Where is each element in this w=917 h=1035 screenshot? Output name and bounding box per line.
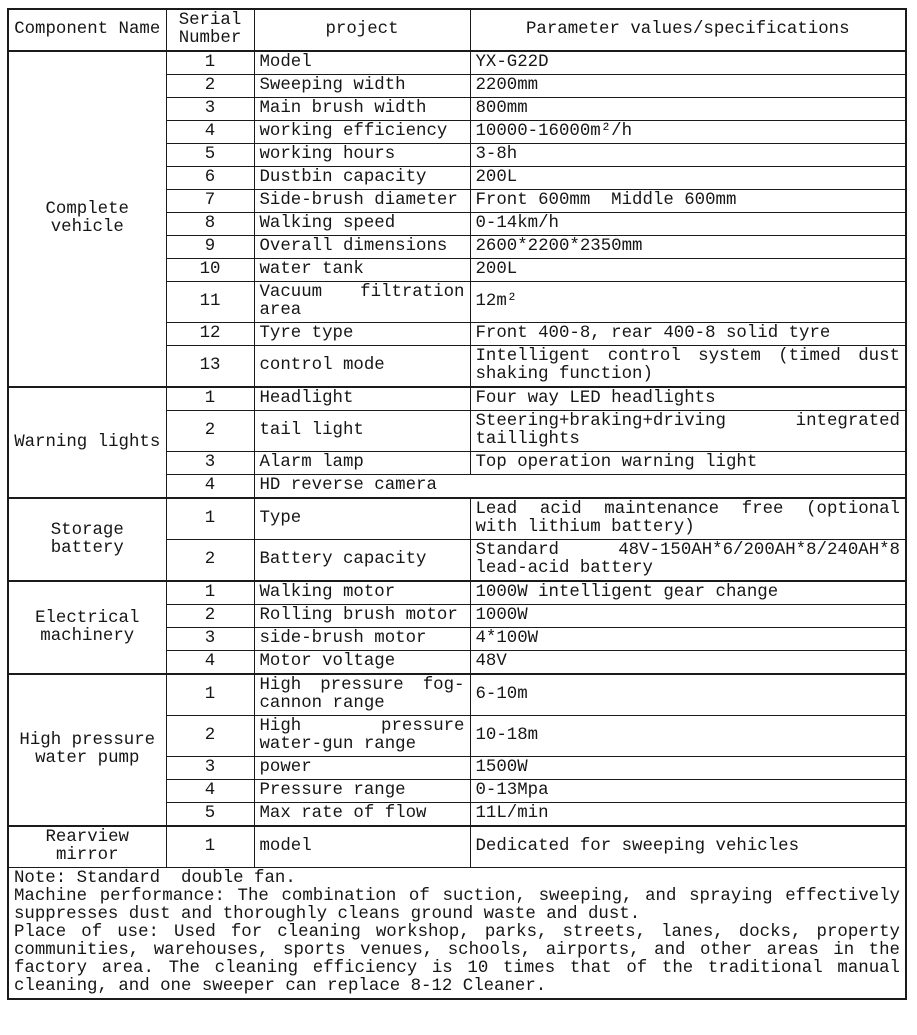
component-cell-warning-lights: Warning lights [8,387,166,498]
project-cell: working hours [254,144,470,167]
project-cell: High pressure fog-cannon range [254,674,470,716]
serial-cell: 2 [166,605,254,628]
serial-cell: 5 [166,144,254,167]
value-cell: 2200mm [470,75,906,98]
project-cell: Headlight [254,387,470,411]
project-cell: control mode [254,346,470,388]
serial-cell: 2 [166,411,254,452]
project-cell: Vacuum filtration area [254,282,470,323]
serial-cell: 8 [166,213,254,236]
serial-cell: 4 [166,475,254,499]
serial-cell: 9 [166,236,254,259]
component-cell-electrical-machinery: Electrical machinery [8,581,166,674]
serial-cell: 4 [166,651,254,675]
value-cell: 6-10m [470,674,906,716]
notes-cell [8,868,906,1000]
value-cell: 0-14km/h [470,213,906,236]
project-cell: Sweeping width [254,75,470,98]
spec-table [7,8,907,1000]
col-header-component: Component Name [8,9,166,51]
serial-cell: 3 [166,628,254,651]
table-row [8,581,906,605]
project-cell: power [254,757,470,780]
project-cell: High pressure water-gun range [254,716,470,757]
value-cell: Front 600mm Middle 600mm [470,190,906,213]
project-cell: Tyre type [254,323,470,346]
component-cell-complete-vehicle: Complete vehicle [8,51,166,387]
project-cell: Overall dimensions [254,236,470,259]
value-cell: 0-13Mpa [470,780,906,803]
table-row [8,826,906,868]
note-place-of-use: Place of use: Used for cleaning workshop, parks, streets, lanes, docks, property communities, warehouses, sports venues, schools, airports, and other areas in the factory area. The cleaning efficiency is 10 times that of the traditional manual cleaning, and one sweeper can replace 8-12 Cleaner. [14,923,900,996]
value-cell: 4*100W [470,628,906,651]
value-cell: 200L [470,167,906,190]
note-machine-performance: Machine performance: The combination of suction, sweeping, and spraying effectively suppresses dust and thoroughly cleans ground waste and dust. [14,887,900,924]
table-row [8,498,906,540]
serial-cell: 4 [166,780,254,803]
notes-row [8,868,906,1000]
value-cell: 1000W intelligent gear change [470,581,906,605]
serial-cell: 3 [166,98,254,121]
project-cell-merged: HD reverse camera [254,475,906,499]
serial-cell: 3 [166,452,254,475]
serial-cell: 10 [166,259,254,282]
serial-cell: 1 [166,387,254,411]
value-cell: 3-8h [470,144,906,167]
value-cell: Steering+braking+driving integrated taillights [470,411,906,452]
serial-cell: 3 [166,757,254,780]
serial-cell: 1 [166,581,254,605]
value-cell: 10-18m [470,716,906,757]
value-cell: 11L/min [470,803,906,827]
value-cell: Standard 48V-150AH*6/200AH*8/240AH*8 lead-acid battery [470,540,906,582]
project-cell: tail light [254,411,470,452]
serial-cell: 12 [166,323,254,346]
table-row [8,387,906,411]
component-cell-storage-battery: Storage battery [8,498,166,581]
value-cell: YX-G22D [470,51,906,75]
value-cell: 48V [470,651,906,675]
project-cell: Main brush width [254,98,470,121]
serial-cell: 11 [166,282,254,323]
col-header-parameters: Parameter values/specifications [470,9,906,51]
serial-cell: 2 [166,716,254,757]
col-header-project: project [254,9,470,51]
project-cell: Alarm lamp [254,452,470,475]
serial-cell: 1 [166,674,254,716]
project-cell: Walking speed [254,213,470,236]
project-cell: Walking motor [254,581,470,605]
serial-cell: 5 [166,803,254,827]
project-cell: working efficiency [254,121,470,144]
value-cell: Front 400-8, rear 400-8 solid tyre [470,323,906,346]
project-cell: Max rate of flow [254,803,470,827]
table-row [8,674,906,716]
serial-cell: 6 [166,167,254,190]
project-cell: Type [254,498,470,540]
serial-cell: 7 [166,190,254,213]
serial-cell: 2 [166,540,254,582]
project-cell: side-brush motor [254,628,470,651]
table-row [8,51,906,75]
project-cell: Motor voltage [254,651,470,675]
value-cell: 1500W [470,757,906,780]
project-cell: Pressure range [254,780,470,803]
value-cell: 200L [470,259,906,282]
component-cell-rearview-mirror: Rearview mirror [8,826,166,868]
value-cell: 2600*2200*2350mm [470,236,906,259]
value-cell: Lead acid maintenance free (optional with lithium battery) [470,498,906,540]
component-cell-high-pressure-water-pump: High pressure water pump [8,674,166,826]
serial-cell: 1 [166,826,254,868]
value-cell: 1000W [470,605,906,628]
value-cell: Intelligent control system (timed dust shaking function) [470,346,906,388]
serial-cell: 2 [166,75,254,98]
project-cell: Battery capacity [254,540,470,582]
project-cell: Side-brush diameter [254,190,470,213]
header-row [8,9,906,51]
value-cell: 800mm [470,98,906,121]
project-cell: Dustbin capacity [254,167,470,190]
project-cell: Rolling brush motor [254,605,470,628]
value-cell: 12m² [470,282,906,323]
value-cell: Dedicated for sweeping vehicles [470,826,906,868]
serial-cell: 1 [166,498,254,540]
serial-cell: 4 [166,121,254,144]
serial-cell: 13 [166,346,254,388]
project-cell: water tank [254,259,470,282]
project-cell: model [254,826,470,868]
value-cell: Top operation warning light [470,452,906,475]
value-cell: 10000-16000m²/h [470,121,906,144]
value-cell: Four way LED headlights [470,387,906,411]
note-standard-fan: Note: Standard double fan. [14,869,296,888]
serial-cell: 1 [166,51,254,75]
project-cell: Model [254,51,470,75]
col-header-serial: Serial Number [166,9,254,51]
